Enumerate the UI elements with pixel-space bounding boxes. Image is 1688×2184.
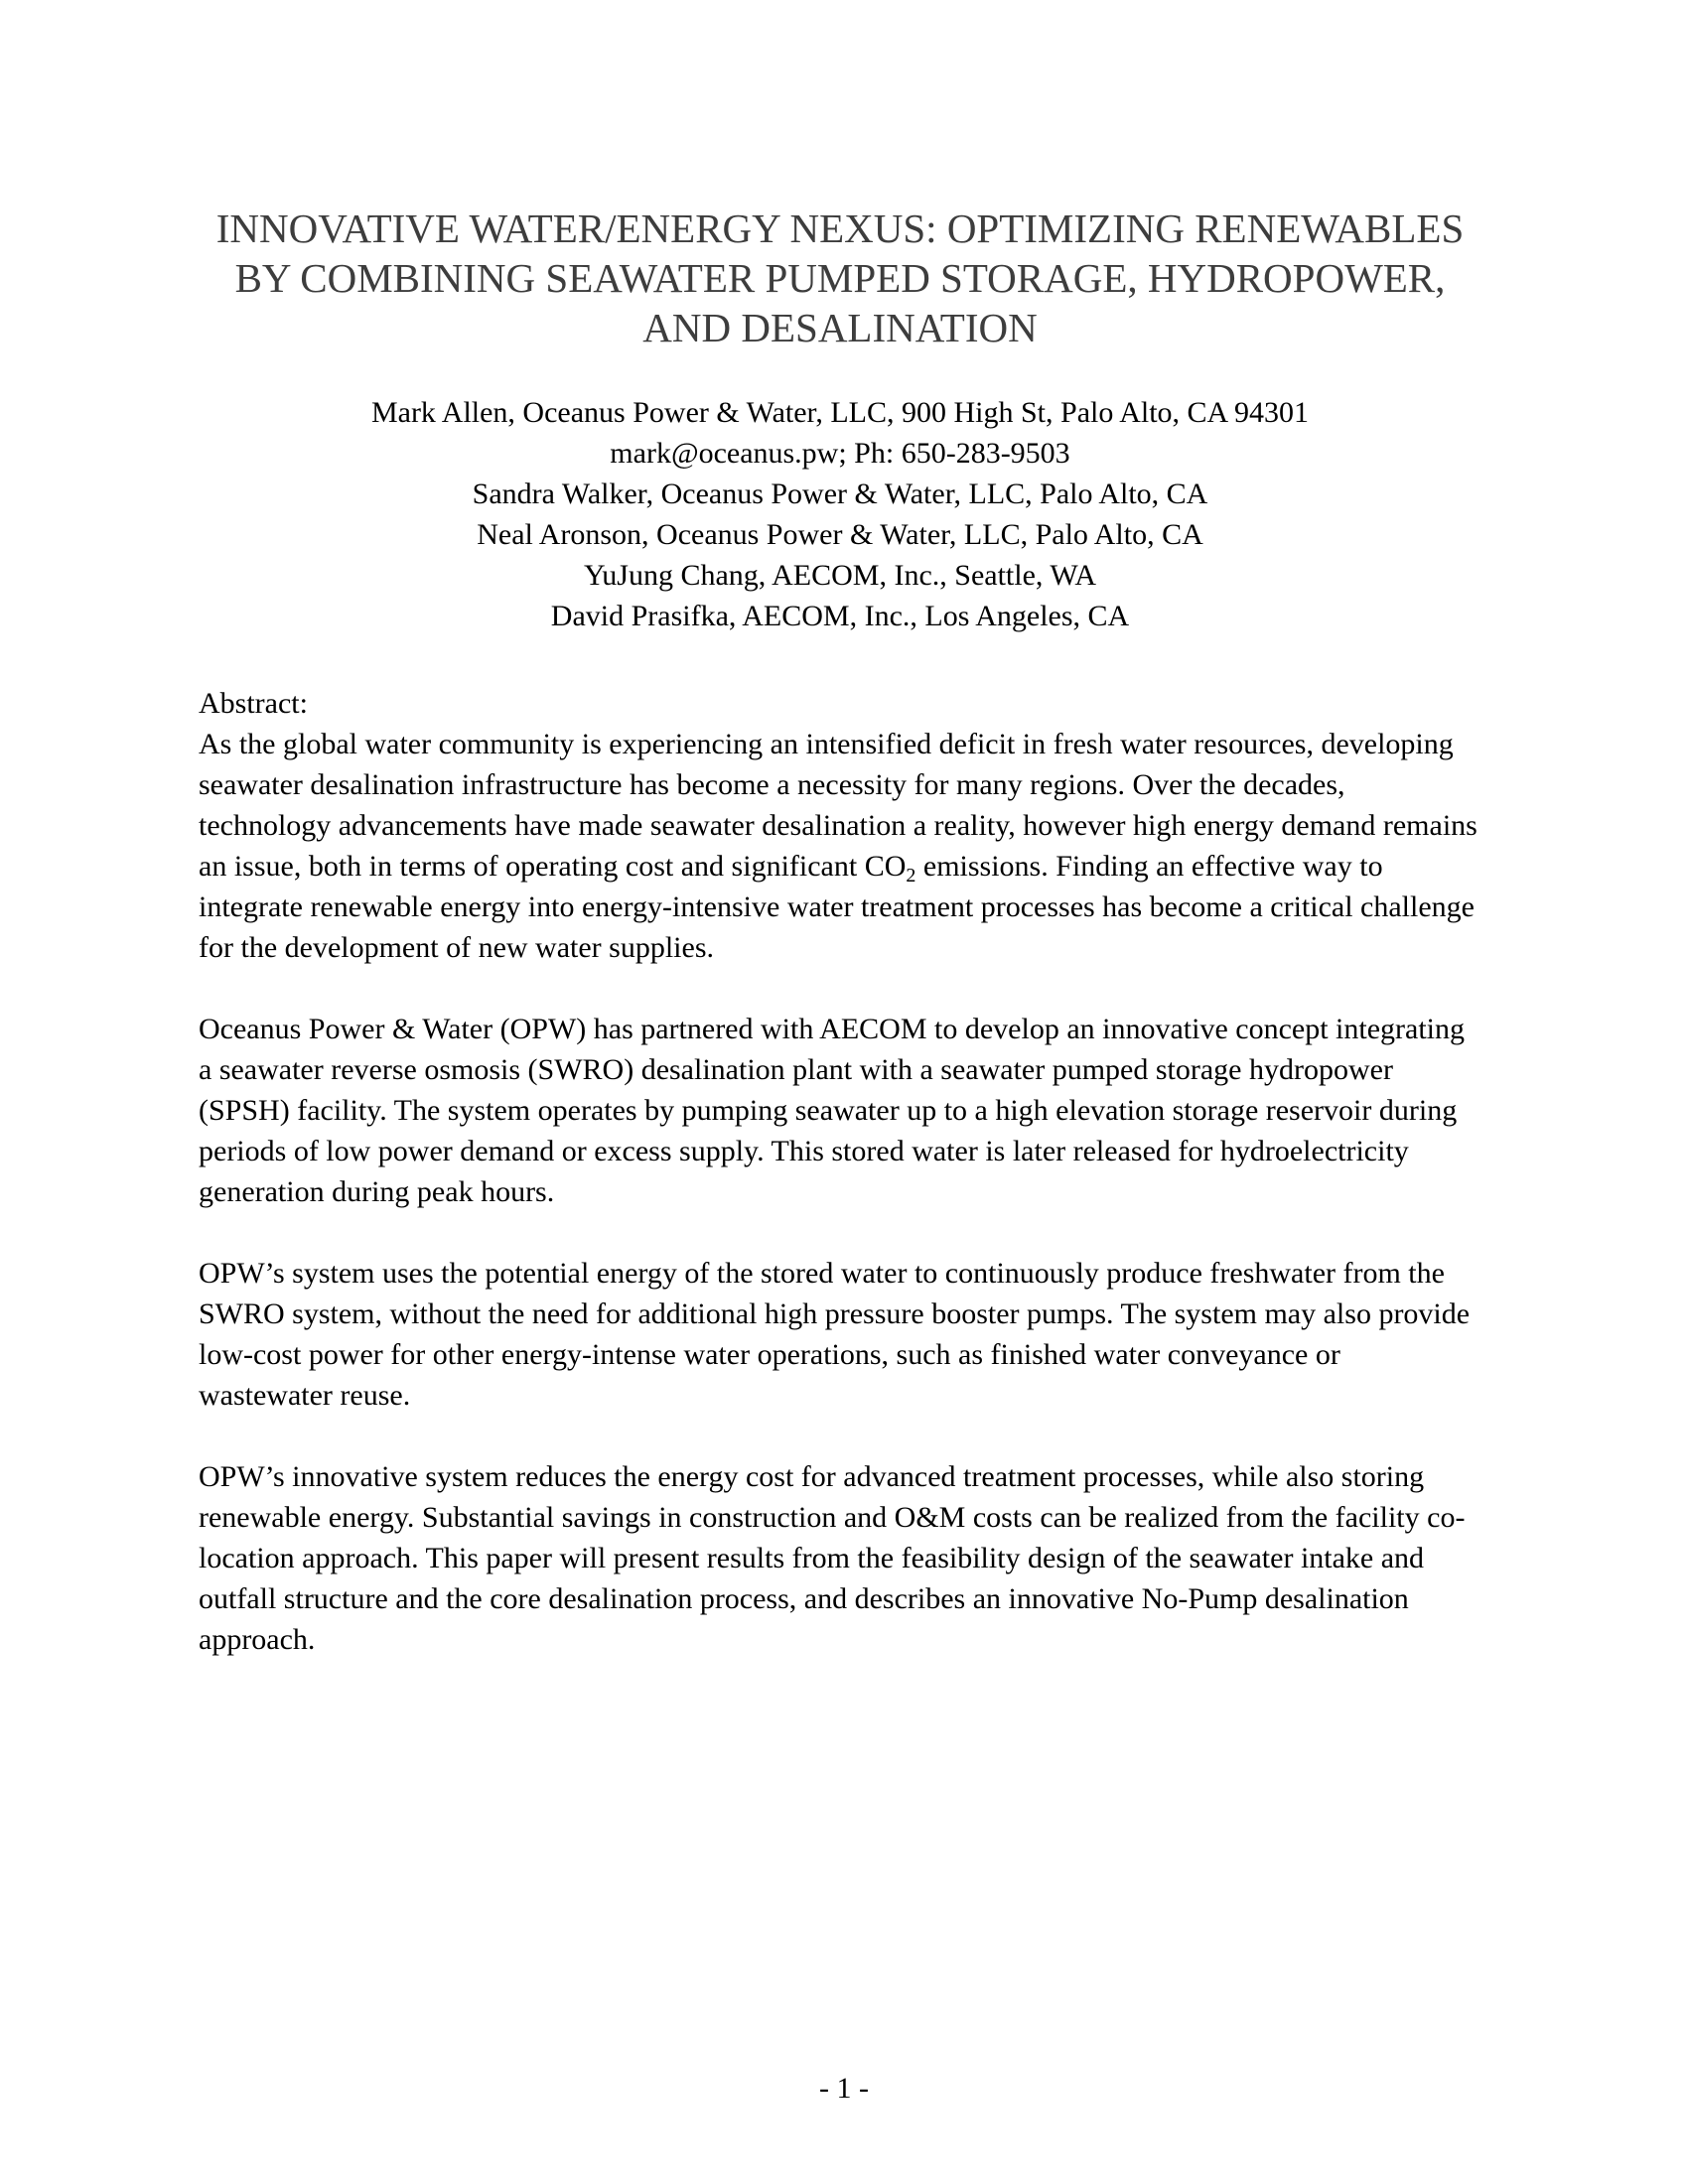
author-line-3: Neal Aronson, Oceanus Power & Water, LLC, Palo Alto, CA	[477, 518, 1203, 551]
page-number: - 1 -	[819, 2072, 869, 2105]
co2-subscript: 2	[906, 865, 916, 887]
author-line-5: David Prasifka, AECOM, Inc., Los Angeles, CA	[550, 600, 1130, 632]
paper-title	[199, 204, 1481, 352]
paper-title-line-3: AND DESALINATION	[642, 305, 1038, 350]
author-line-2: Sandra Walker, Oceanus Power & Water, LLC, Palo Alto, CA	[472, 478, 1208, 510]
abstract-section	[199, 683, 1481, 1660]
abstract-paragraph-3: OPW’s system uses the potential energy of the stored water to continuously produce freshwater from the SWRO system, without the need for additional high pressure booster pumps. The system may also provide low-cost power for other energy-intense water operations, such as finished water conveyance or wastewater reuse.	[199, 1257, 1471, 1412]
abstract-paragraph-4: OPW’s innovative system reduces the energy cost for advanced treatment processes, while also storing renewable energy. Substantial savings in construction and O&M costs can be realized from the facility co-location approach. This paper will present results from the feasibility design of the seawater intake and outfall structure and the core desalination process, and describes an innovative No-Pump desalination approach.	[199, 1460, 1466, 1656]
author-line-1: Mark Allen, Oceanus Power & Water, LLC, 900 High St, Palo Alto, CA 94301	[370, 396, 1310, 429]
abstract-paragraph-1-text-cont: emissions. Finding an effective way to integrate renewable energy into energy-intensive water treatment processes has become a critical challenge for the development of new water supplies.	[199, 850, 1475, 964]
paper-title-line-1: INNOVATIVE WATER/ENERGY NEXUS: OPTIMIZING RENEWABLES	[215, 205, 1465, 251]
author-line-4: YuJung Chang, AECOM, Inc., Seattle, WA	[583, 559, 1097, 592]
abstract-paragraph-1	[199, 724, 1481, 968]
abstract-paragraph-2: Oceanus Power & Water (OPW) has partnered with AECOM to develop an innovative concept integrating a seawater reverse osmosis (SWRO) desalination plant with a seawater pumped storage hydropower (SPSH) facility. The system operates by pumping seawater up to a high elevation storage reservoir during periods of low power demand or excess supply. This stored water is later released for hydroelectricity generation during peak hours.	[199, 1013, 1466, 1208]
abstract-paragraph-1-text: As the global water community is experiencing an intensified deficit in fresh water resources, developing seawater desalination infrastructure has become a necessity for many regions. Over the decades, technology advancements have made seawater desalination a reality, however high energy demand remains an issue, both in terms of operating cost and significant CO	[199, 728, 1477, 883]
author-block	[199, 392, 1481, 636]
author-contact-line: mark@oceanus.pw; Ph: 650-283-9503	[610, 437, 1070, 470]
abstract-heading: Abstract:	[199, 687, 308, 720]
page-content	[199, 204, 1481, 1660]
paper-title-line-2: BY COMBINING SEAWATER PUMPED STORAGE, HYDROPOWER,	[234, 255, 1446, 301]
